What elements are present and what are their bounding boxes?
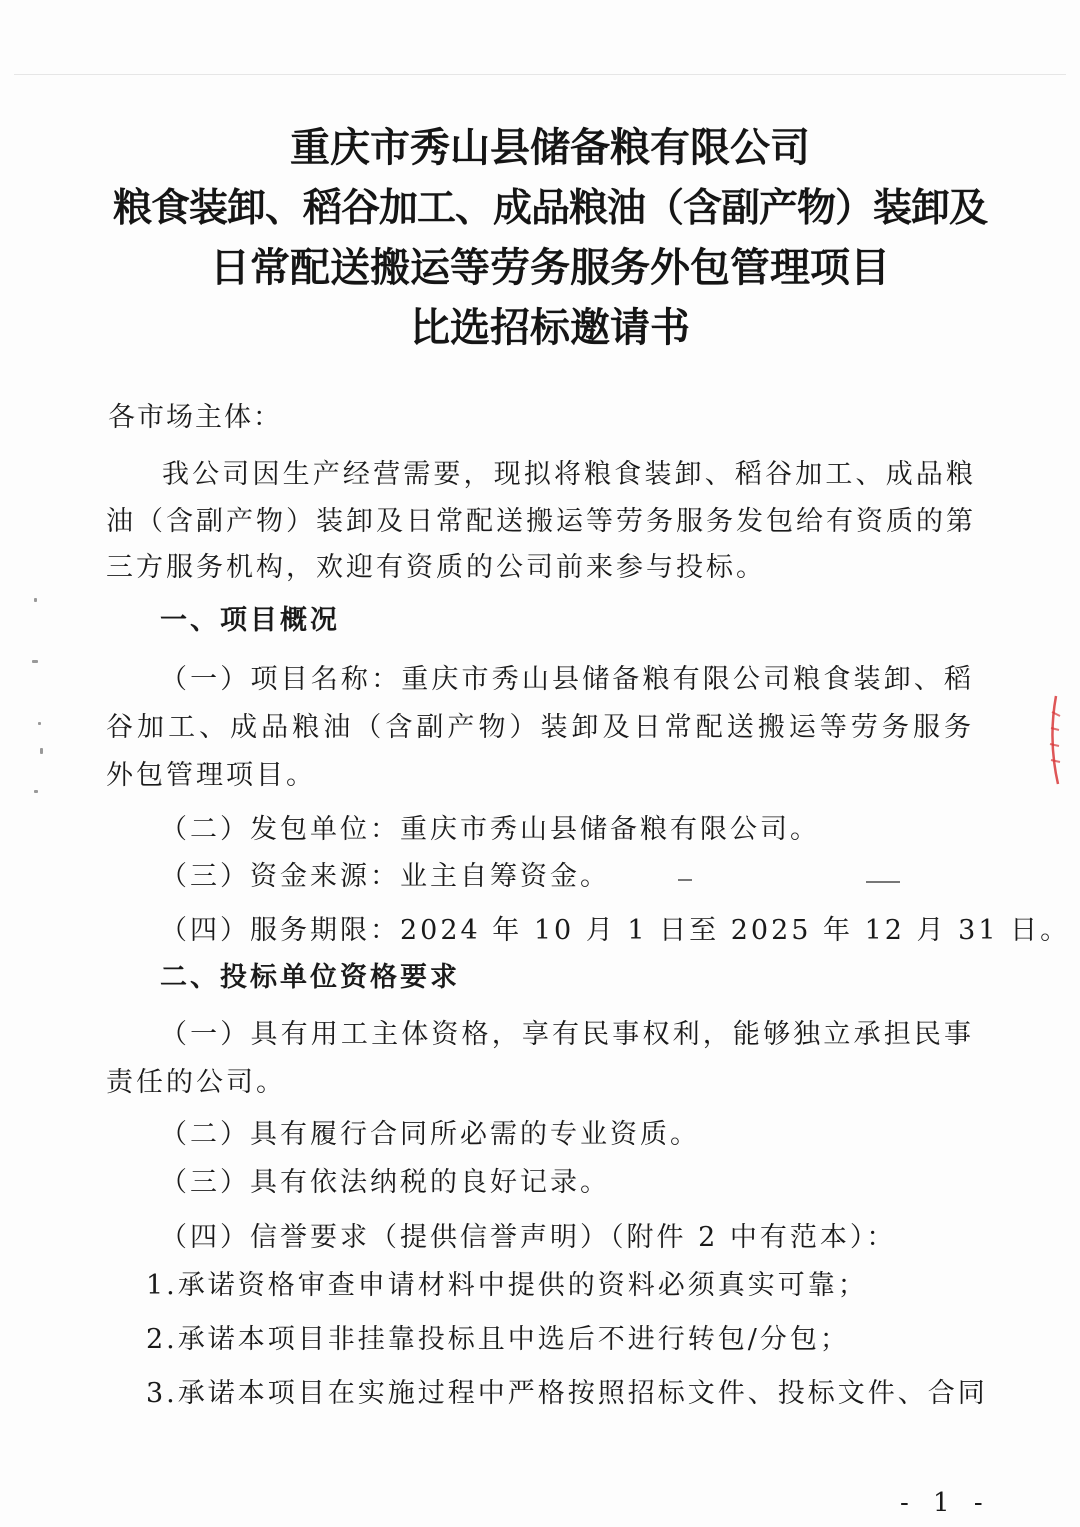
title-line-3: 日常配送搬运等劳务服务外包管理项目 — [210, 244, 890, 291]
service-period-label: （四）服务期限： — [160, 915, 400, 946]
qualification-item-1: （一）具有用工主体资格，享有民事权利，能够独立承担民事责任的公司。 — [106, 1019, 974, 1098]
title-line-2: 粮食装卸、稻谷加工、成品粮油（含副产物）装卸及 — [112, 185, 987, 231]
scan-speck — [40, 748, 43, 754]
contractor-item — [160, 810, 820, 850]
funding-value: 业主自筹资金。 — [400, 861, 610, 892]
qualification-item-4: （四）信誉要求（提供信誉声明）（附件 2 中有范本）： — [160, 1222, 897, 1253]
document-title — [60, 118, 1040, 358]
service-period-value: 2024 年 10 月 1 日至 2025 年 12 月 31 日。 — [400, 915, 1071, 946]
qualification-item-2: （二）具有履行合同所必需的专业资质。 — [160, 1119, 700, 1150]
pen-mark — [678, 879, 692, 881]
salutation: 各市场主体： — [108, 402, 282, 433]
reputation-point-2: 2.承诺本项目非挂靠投标且中选后不进行转包/分包； — [146, 1324, 850, 1355]
contractor-value: 重庆市秀山县储备粮有限公司。 — [400, 814, 820, 845]
reputation-point-3: 3.承诺本项目在实施过程中严格按照招标文件、投标文件、合同 — [146, 1378, 988, 1409]
scan-speck — [38, 722, 41, 725]
reputation-point-1: 1.承诺资格审查申请材料中提供的资料必须真实可靠； — [146, 1270, 868, 1301]
intro-paragraph: 我公司因生产经营需要，现拟将粮食装卸、稻谷加工、成品粮油（含副产物）装卸及日常配送搬运等劳务服务发包给有资质的第三方服务机构，欢迎有资质的公司前来参与投标。 — [106, 459, 976, 583]
scan-speck — [34, 598, 37, 602]
funding-item — [160, 857, 610, 897]
seal-stamp-edge — [1042, 692, 1064, 788]
section-1-heading: 一、项目概况 — [160, 605, 340, 636]
top-rule — [14, 74, 1066, 75]
qualification-item-3: （三）具有依法纳税的良好记录。 — [160, 1167, 610, 1198]
service-period-item — [160, 911, 1070, 951]
pen-mark — [866, 881, 900, 883]
funding-label: （三）资金来源： — [160, 861, 400, 892]
title-line-4: 比选招标邀请书 — [410, 304, 690, 351]
page-number: - 1 - — [900, 1488, 991, 1518]
scan-speck — [34, 790, 38, 793]
project-name-item: （一）项目名称：重庆市秀山县储备粮有限公司粮食装卸、稻谷加工、成品粮油（含副产物）装卸及日常配送搬运等劳务服务外包管理项目。 — [106, 664, 974, 791]
section-2-heading: 二、投标单位资格要求 — [160, 962, 460, 993]
scan-speck — [32, 660, 38, 663]
contractor-label: （二）发包单位： — [160, 814, 400, 845]
title-line-1: 重庆市秀山县储备粮有限公司 — [290, 124, 810, 171]
